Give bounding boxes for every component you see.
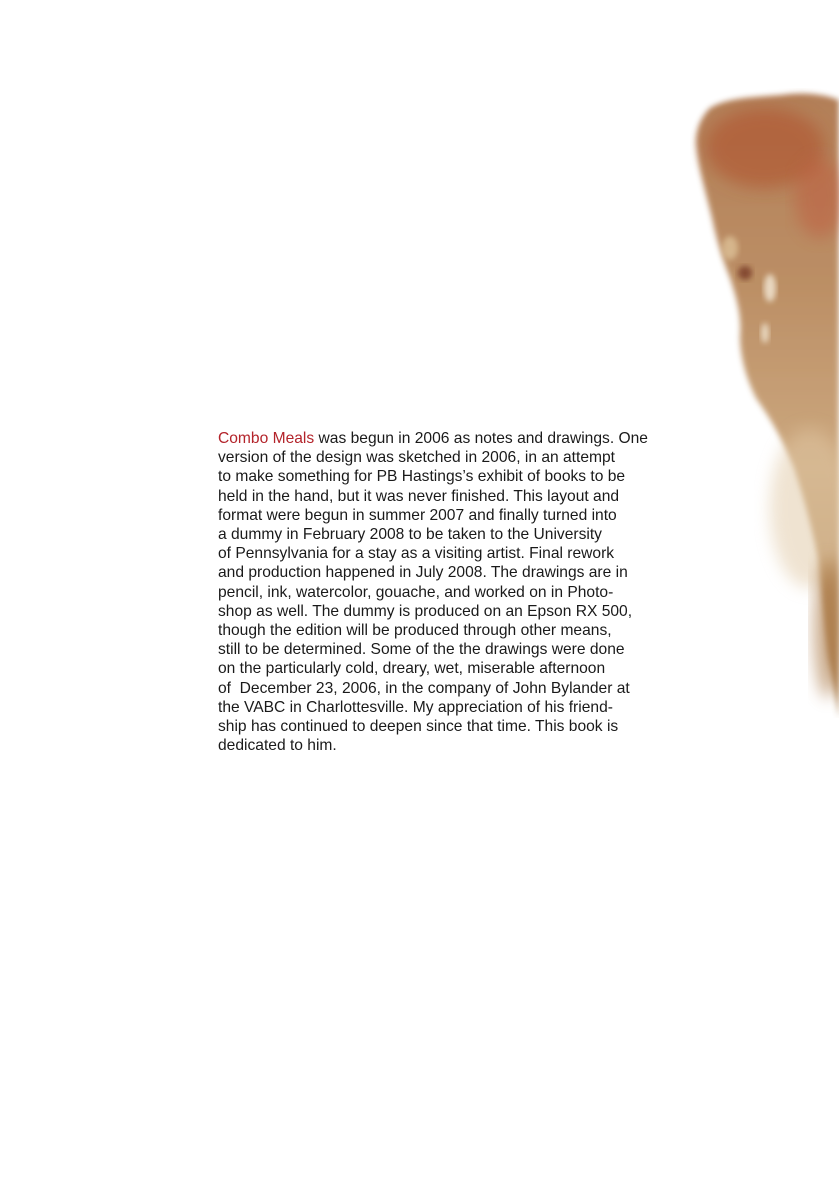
watercolor-stain-illustration (690, 88, 839, 718)
colophon-line: dedicated to him. (218, 737, 337, 755)
colophon-text (218, 429, 658, 755)
colophon-line: held in the hand, but it was never finished. This layout and (218, 487, 620, 505)
colophon-line: pencil, ink, watercolor, gouache, and worked on in Photo- (218, 583, 614, 601)
colophon-line: of Pennsylvania for a stay as a visiting artist. Final rework (218, 545, 615, 563)
colophon-line: format were begun in summer 2007 and finally turned into (218, 506, 617, 524)
colophon-line: to make something for PB Hastings’s exhibit of books to be (218, 468, 626, 486)
book-title: Combo Meals (218, 430, 315, 447)
colophon-line: the VABC in Charlottesville. My appreciation of his friend- (218, 698, 613, 716)
colophon-line: still to be determined. Some of the the drawings were done (218, 641, 625, 659)
colophon-line: and production happened in July 2008. The drawings are in (218, 564, 628, 582)
colophon-line: of December 23, 2006, in the company of John Bylander at (218, 679, 630, 697)
colophon-line: though the edition will be produced through other means, (218, 622, 612, 640)
colophon-line: version of the design was sketched in 2006, in an attempt (218, 449, 616, 467)
colophon-line: a dummy in February 2008 to be taken to the University (218, 526, 602, 544)
colophon-line: Combo Meals was begun in 2006 as notes and drawings. One (218, 430, 648, 447)
colophon-line: ship has continued to deepen since that time. This book is (218, 718, 619, 736)
colophon-line: on the particularly cold, dreary, wet, miserable afternoon (218, 660, 606, 678)
colophon-line: shop as well. The dummy is produced on an Epson RX 500, (218, 602, 633, 620)
